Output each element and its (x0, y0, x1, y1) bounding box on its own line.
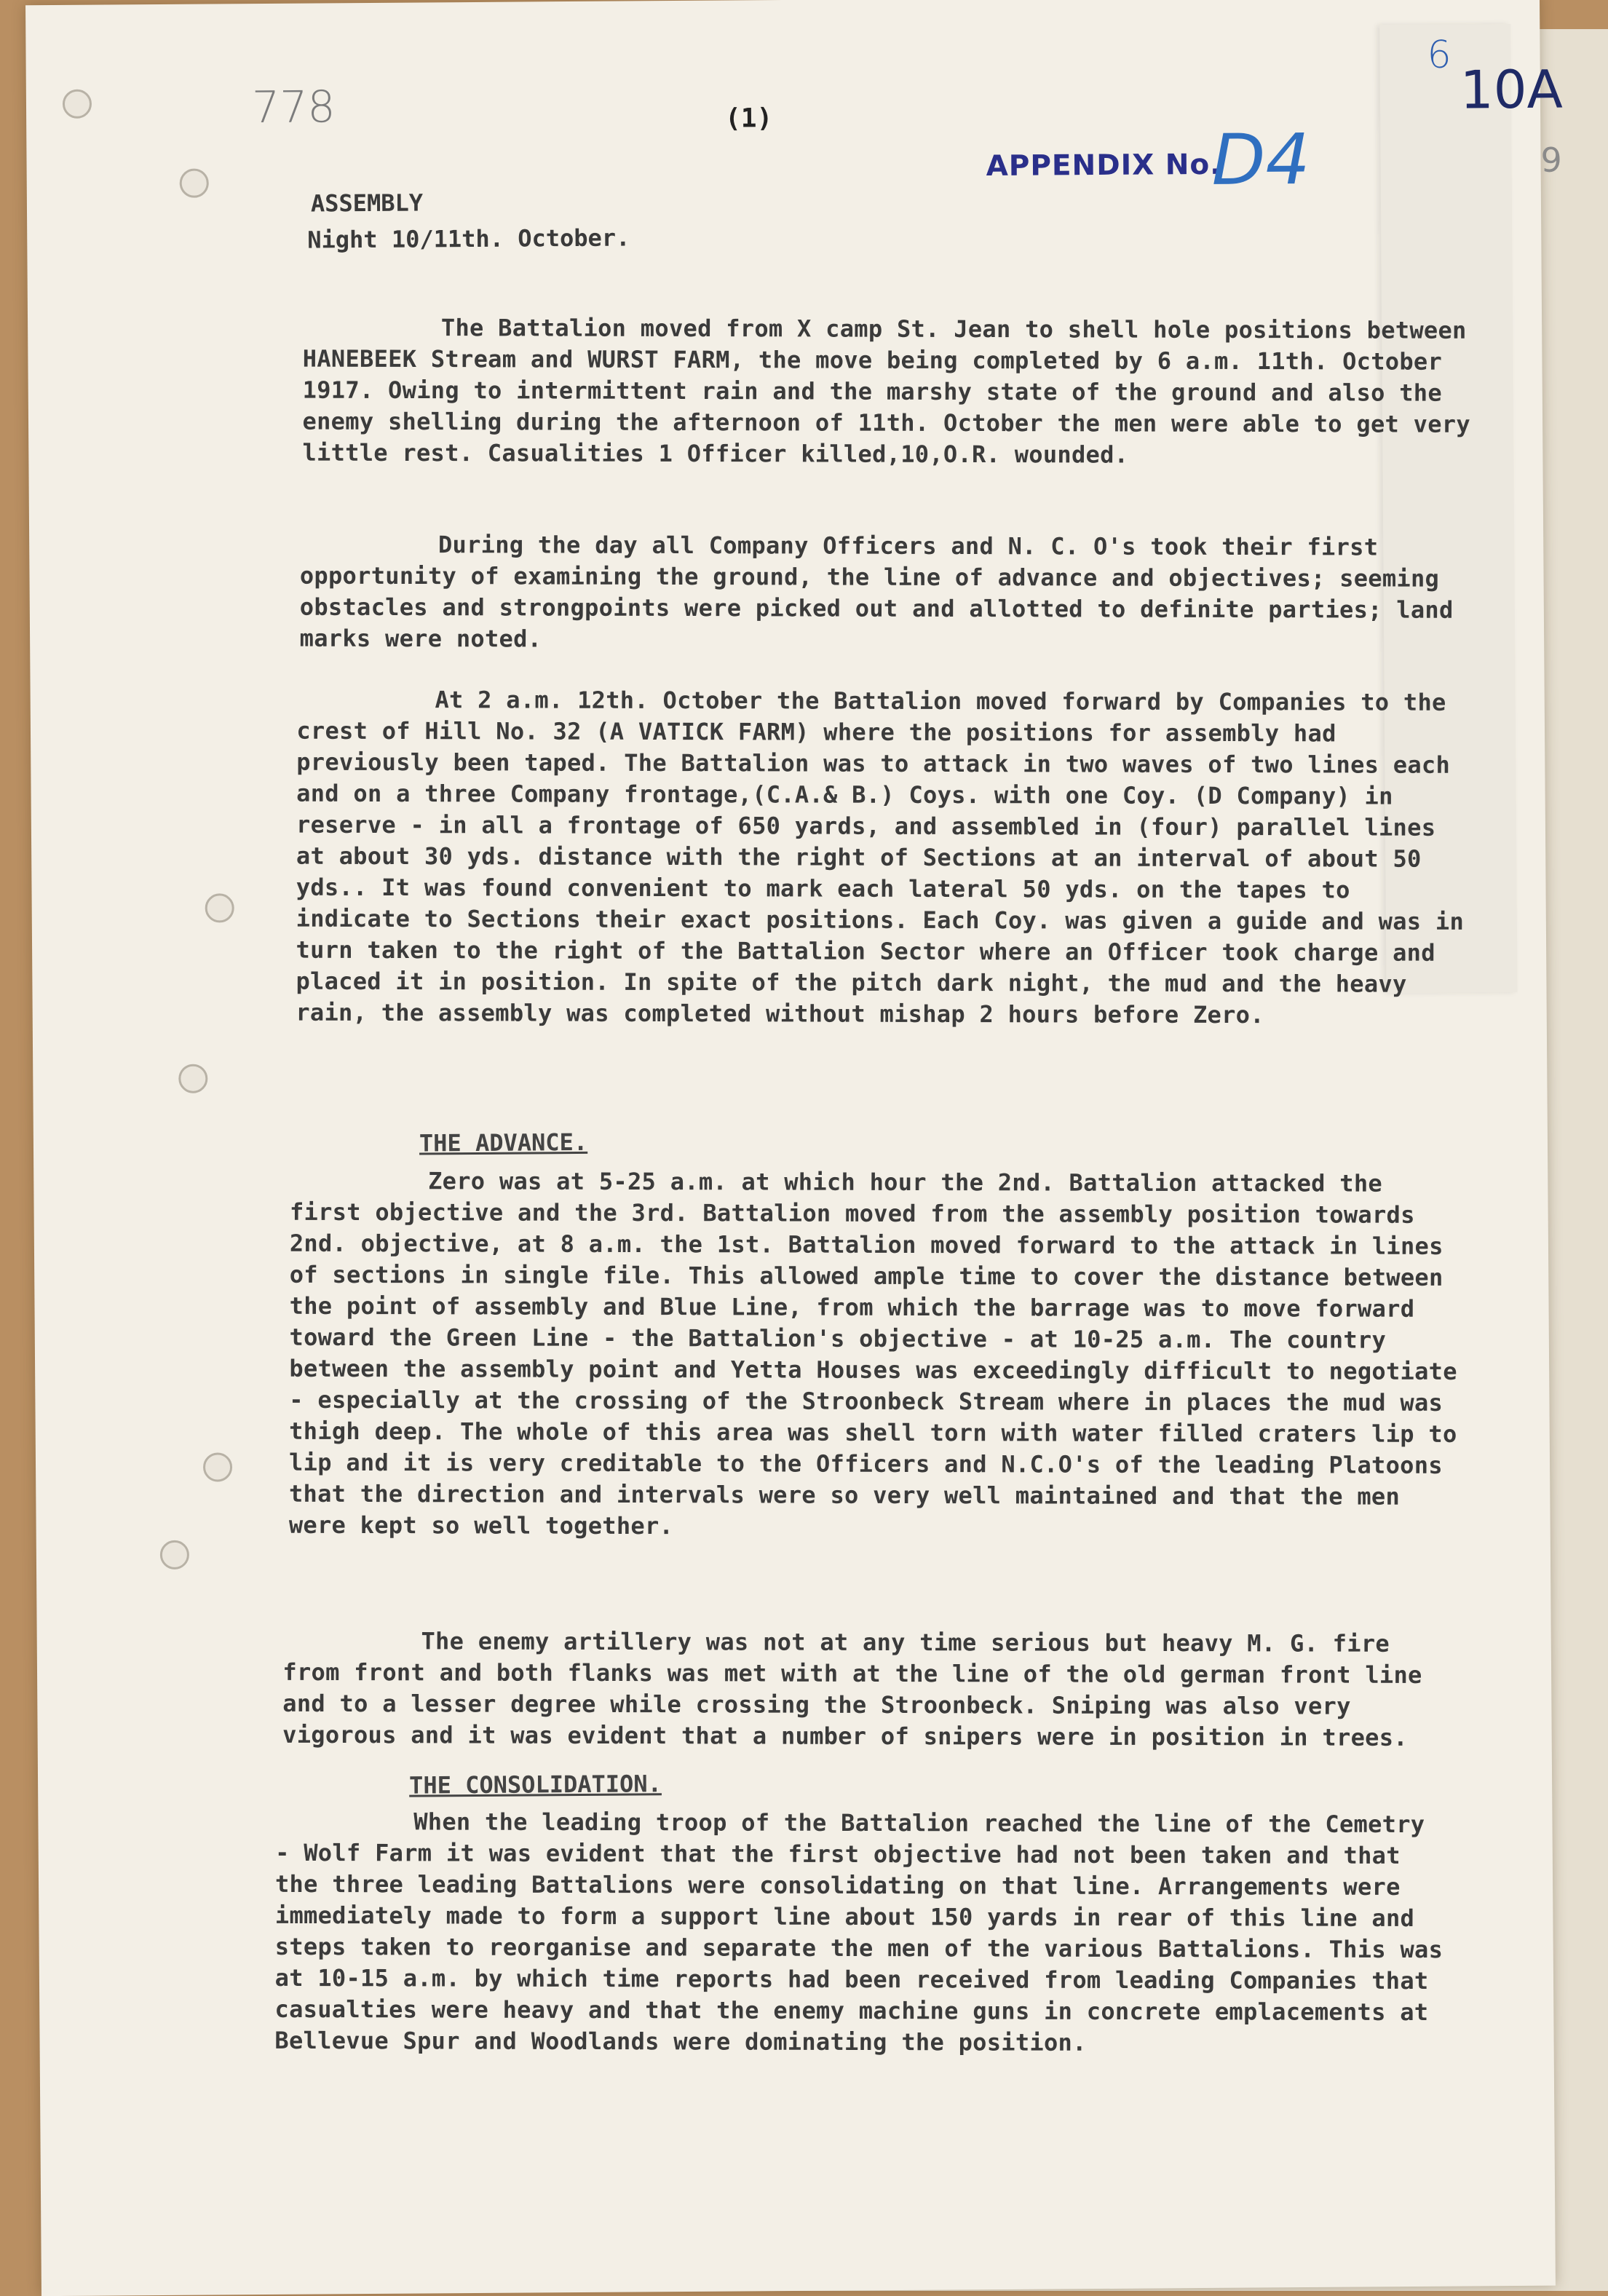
punch-hole-icon (205, 893, 234, 922)
paragraph-consolidation: When the leading troop of the Battalion reached the line of the Cemetry - Wolf Farm it was evident that the first objective had not been taken and that the three leading Battalions were consolidating on that line. Arrangements were immediately made to form a support line about 150 yards in rear of this line and steps taken to reorganise and separate the men of the various Battalions. This was at 10-15 a.m. by which time reports had been received from leading Companies that casualties were heavy and that the enemy machine guns in concrete emplacements at Bellevue Spur and Woodlands were dominating the position. (274, 1808, 1443, 2056)
section-title-advance: THE ADVANCE. (419, 1128, 588, 1157)
paragraph-reconnaissance: During the day all Company Officers and N. C. O's took their first opportunity of examining the ground, the line of advance and objectives; seeming obstacles and strongpoints were picked out and allotted to definite parties; land marks were noted. (299, 531, 1454, 653)
page-number: (1) (724, 103, 773, 134)
punch-hole-icon (203, 1452, 232, 1481)
heading-title: ASSEMBLY (310, 189, 424, 218)
sheet-mark: 9 (1540, 140, 1563, 180)
paragraph-assembly: At 2 a.m. 12th. October the Battalion moved forward by Companies to the crest of Hill No. 32 (A VATICK FARM) where the positions for assembly had previously been taped. The Battalion was to attack in two waves of two lines each and on a three Company frontage,(C.A.& B.) Coys. with one Coy. (D Company) in reserve - in all a frontage of 650 yards, and assembled in (four) parallel lines at about 30 yds. distance with the right of Sections at an interval of about 50 yds.. It was found convenient to mark each lateral 50 yds. on the tapes to indicate to Sections their exact positions. Each Coy. was given a guide and was in turn taken to the right of the Battalion Sector where an Officer took charge and placed it in position. In spite of the pitch dark night, the mud and the heavy rain, the assembly was completed without mishap 2 hours before Zero. (296, 686, 1465, 1029)
paragraph-enemy-fire: The enemy artillery was not at any time serious but heavy M. G. fire from front and both flanks was met with at the line of the old german front line and to a lesser degree while crossing the Stroonbeck. Sniping was also very vigorous and it was evident that a number of snipers were in position in trees. (282, 1627, 1422, 1751)
appendix-label: APPENDIX No. (986, 148, 1222, 183)
punch-hole-icon (178, 1064, 207, 1093)
punch-hole-icon (63, 90, 92, 119)
heading-date: Night 10/11th. October. (307, 223, 630, 254)
appendix-value: D4 (1211, 118, 1310, 201)
folio-number: 778 (251, 82, 336, 134)
typed-document-page (25, 0, 1564, 2296)
paragraph-advance: Zero was at 5-25 a.m. at which hour the 2nd. Battalion attacked the first objective and the 3rd. Battalion moved from the assembly position towards 2nd. objective, at 8 a.m. the 1st. Battalion moved forward to the attack in lines of sections in single file. This allowed ample time to cover the distance between the point of assembly and Blue Line, from which the barrage was to move forward toward the Green Line - the Battalion's objective - at 10-25 a.m. The country between the assembly point and Yetta Houses was exceedingly difficult to negotiate - especially at the crossing of the Stroonbeck Stream where in places the mud was thigh deep. The whole of this area was shell torn with water filled craters lip to lip and it is very creditable to the Officers and N.C.O's of the leading Platoons that the direction and intervals were so very well maintained and that the men were kept so well together. (288, 1167, 1457, 1540)
punch-hole-icon (180, 169, 209, 198)
section-title-consolidation: THE CONSOLIDATION. (408, 1770, 662, 1800)
paragraph-move: The Battalion moved from X camp St. Jean to shell hole positions between HANEBEEK Stream and WURST FARM, the move being completed by 6 a.m. 11th. October 1917. Owing to intermittent rain and the marshy state of the ground and also the enemy shelling during the afternoon of 11th. October the men were able to get very little rest. Casualities 1 Officer killed,10,O.R. wounded. (302, 314, 1471, 469)
doc-ref-small: 6 (1427, 33, 1451, 77)
document-reference: 10A (1460, 58, 1564, 121)
punch-hole-icon (160, 1540, 189, 1569)
